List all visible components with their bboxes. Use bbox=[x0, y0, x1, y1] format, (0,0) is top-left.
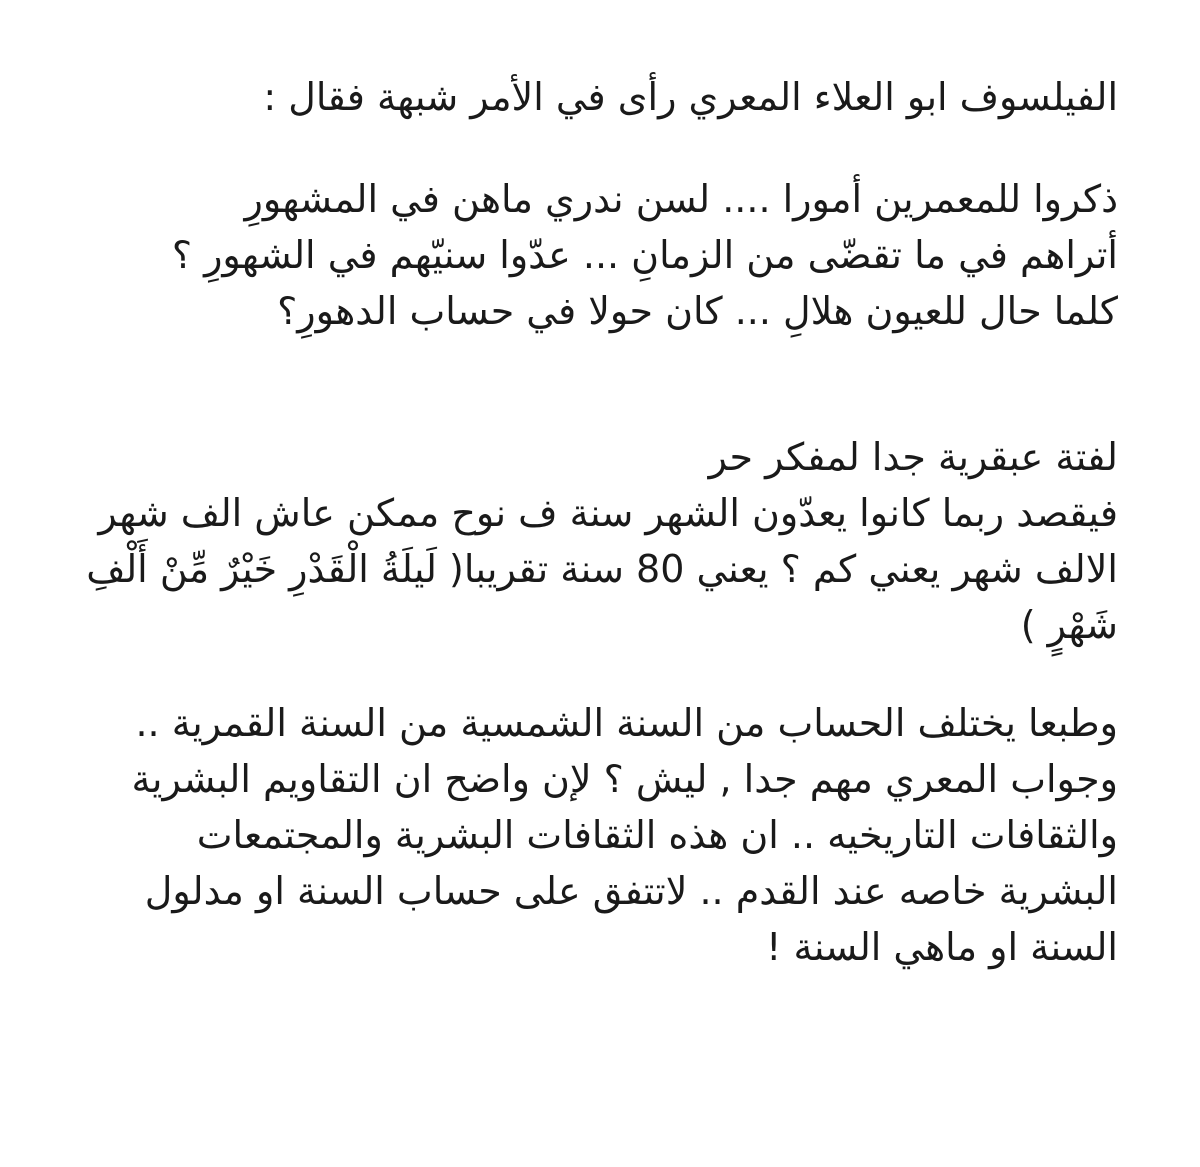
conclusion-line-5: السنة او ماهي السنة ! bbox=[766, 925, 1118, 969]
commentary-line-2: فيقصد ربما كانوا يعدّون الشهر سنة ف نوح ممكن عاش الف شهر bbox=[98, 491, 1118, 535]
poem-line-2: أتراهم في ما تقضّى من الزمانِ ... عدّوا سنيّهم في الشهورِ ؟ bbox=[171, 233, 1118, 277]
conclusion-line-1: وطبعا يختلف الحساب من السنة الشمسية من السنة القمرية .. bbox=[135, 701, 1118, 745]
conclusion-line-2: وجواب المعري مهم جدا , ليش ؟ لإن واضح ان التقاويم البشرية bbox=[131, 757, 1118, 801]
poem-line-1: ذكروا للمعمرين أمورا .... لسن ندري ماهن في المشهورِ bbox=[244, 177, 1118, 221]
conclusion-line-4: البشرية خاصه عند القدم .. لاتتفق على حساب السنة او مدلول bbox=[144, 869, 1118, 913]
commentary-line-3: الالف شهر يعني كم ؟ يعني 80 سنة تقريبا( لَيلَةُ الْقَدْرِ خَيْرٌ مِّنْ أَلْفِ bbox=[86, 547, 1118, 591]
poem-line-3: كلما حال للعيون هلالِ ... كان حولا في حساب الدهورِ؟ bbox=[277, 289, 1118, 333]
commentary-line-1: لفتة عبقرية جدا لمفكر حر bbox=[708, 435, 1118, 479]
intro-line: الفيلسوف ابو العلاء المعري رأى في الأمر شبهة فقال : bbox=[263, 75, 1118, 119]
commentary-line-4: شَهْرٍ ) bbox=[1020, 603, 1118, 647]
conclusion-line-3: والثقافات التاريخيه .. ان هذه الثقافات البشرية والمجتمعات bbox=[196, 813, 1118, 857]
